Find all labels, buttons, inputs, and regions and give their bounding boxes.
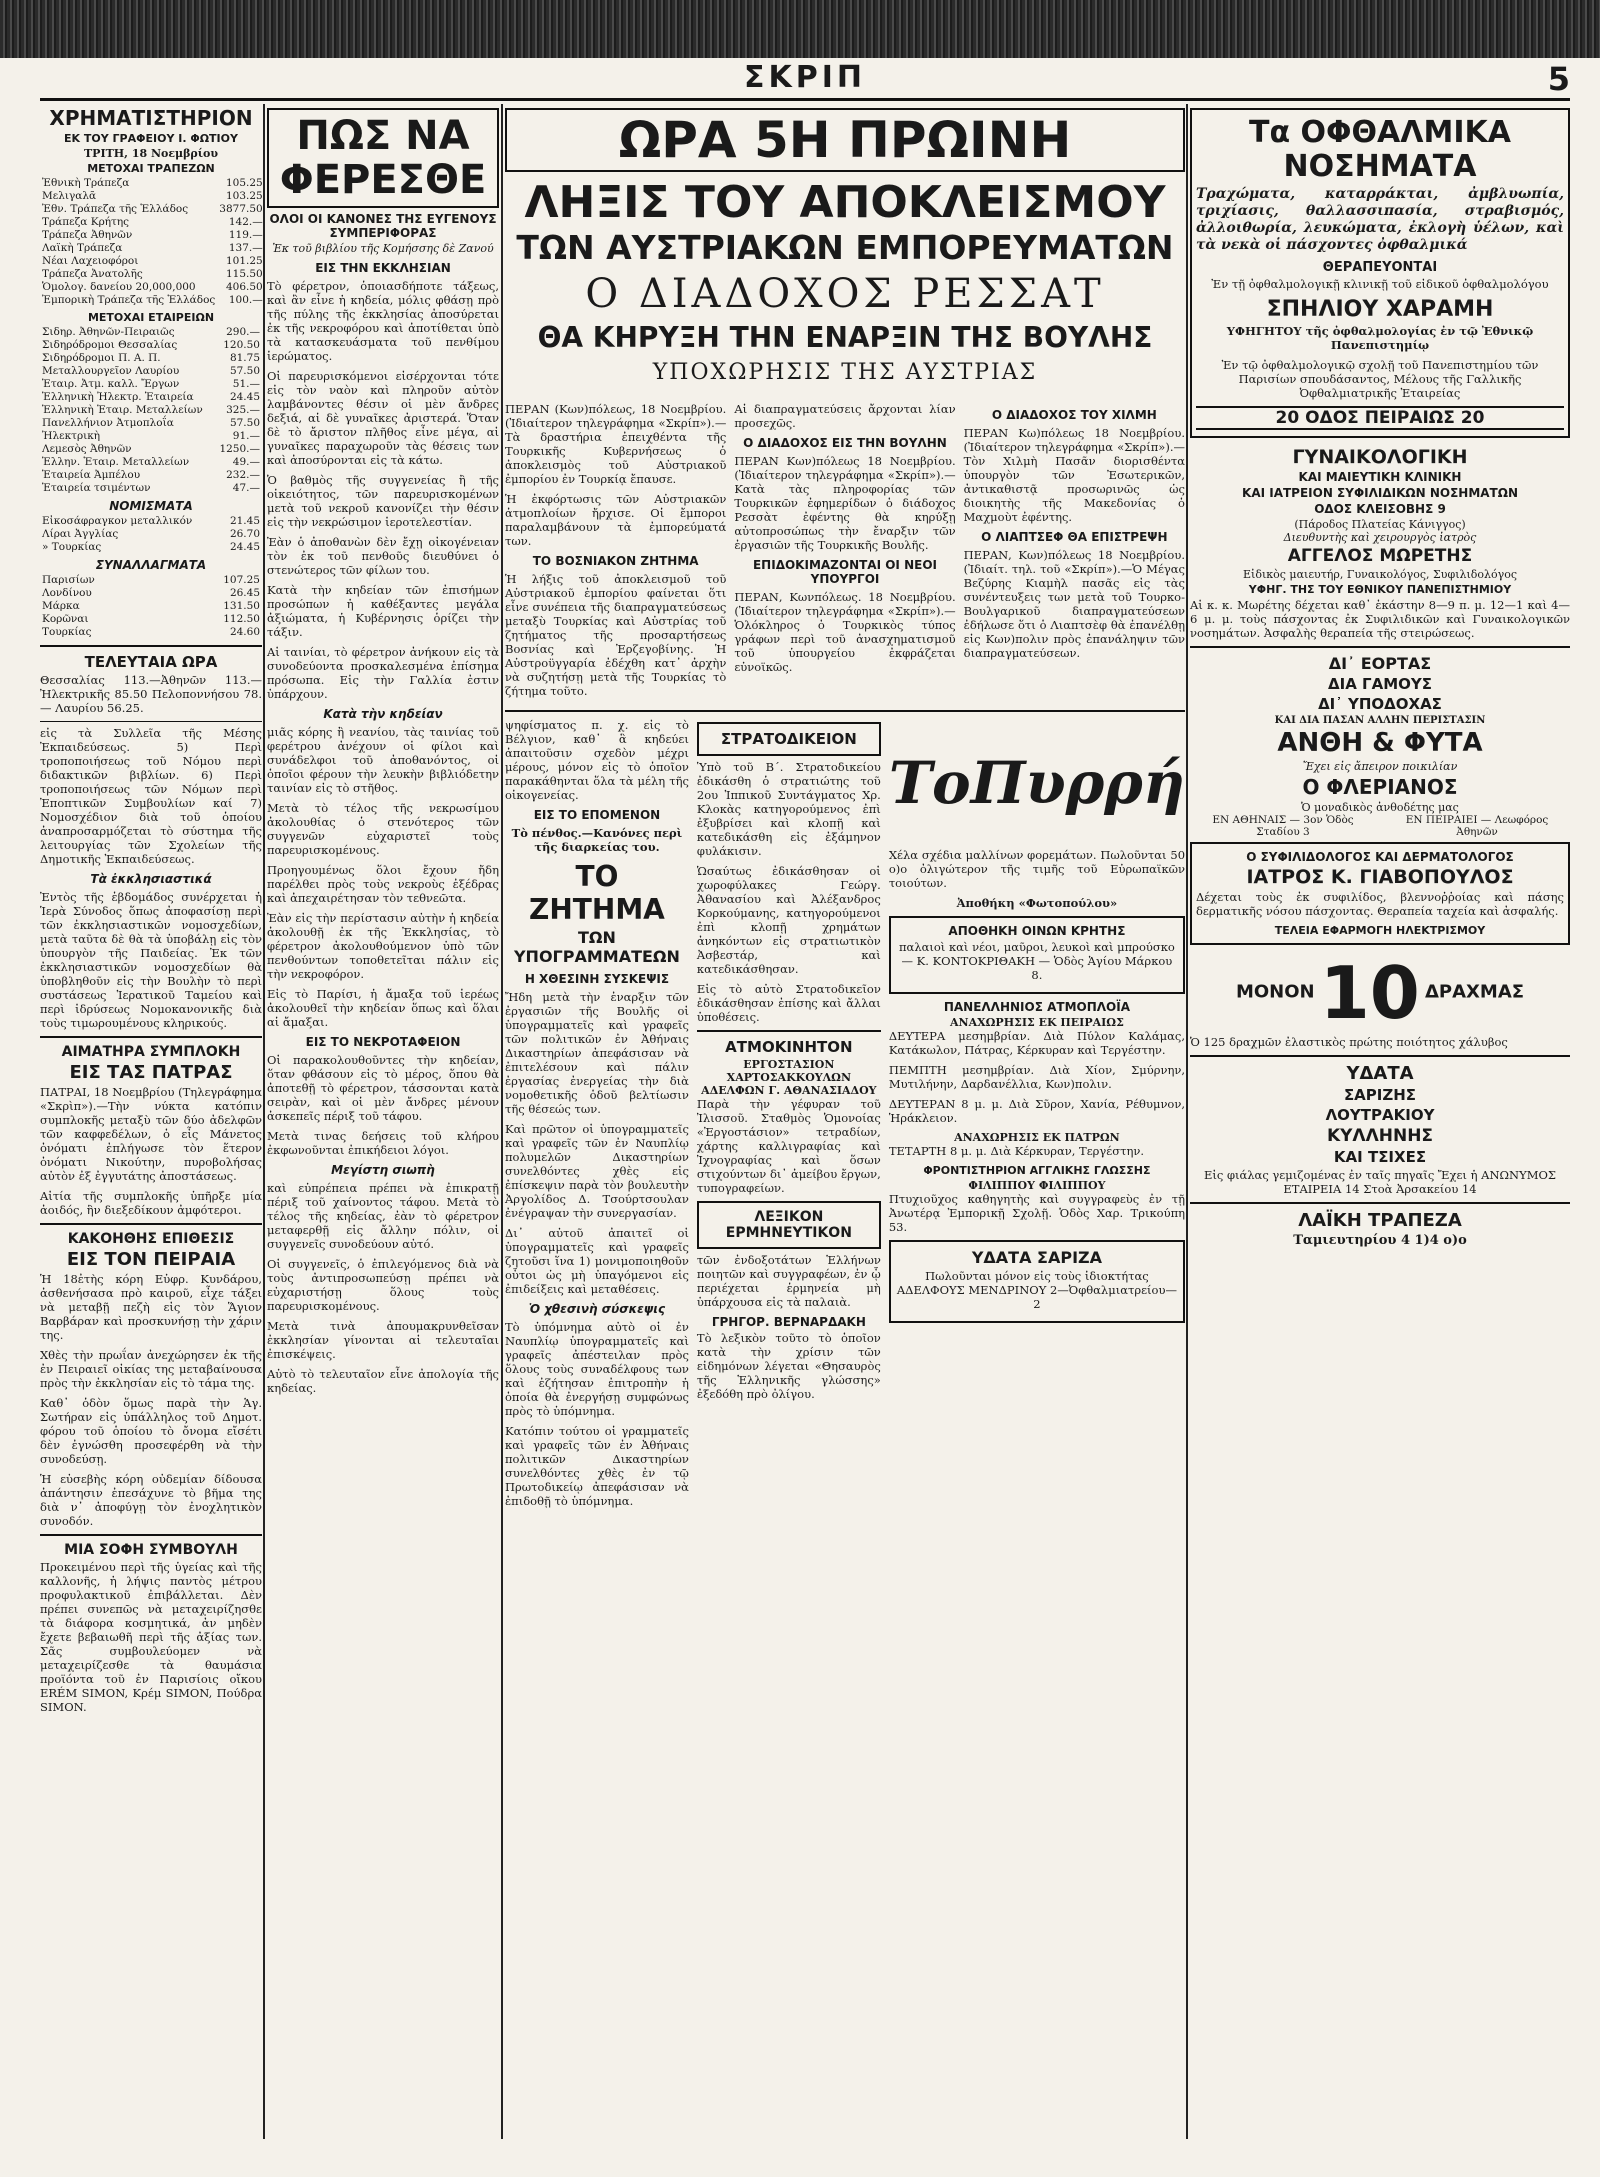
waters-text: Εἰς φιάλας γεμιζομένας ἐν ταῖς πηγαῖς Ἔχει ἡ ΑΝΩΝΥΜΟΣ ΕΤΑΙΡΕΙΑ 14 Στοὰ Ἀρσακείου 14 — [1203, 1168, 1557, 1196]
rate-row — [40, 482, 262, 495]
last-hour-more: εἰς τὰ Συλλεῖα τῆς Μέσης Ἐκπαιδεύσεως. 5) Περὶ τροποποιήσεως τοῦ Νόμου περὶ διδακτικῶν βιβλίων. 6) Περὶ τροποποιήσεως τῶν Νόμων περὶ Ἐποπτικῶν Συμβουλίων καί 7) Νομοσχέδιον διὰ τοῦ ὁποίου ἀναπροσαρμόζεται τὸ σύστημα τῆς λειτουργίας τῶν Σχολείων τῆς Δημοτικῆς Ἐκπαιδεύσεως. — [40, 726, 262, 866]
news-a5: ΠΕΡΑΝ Κων)πόλεως 18 Νοεμβρίου. (Ἰδιαίτερον τηλεγράφημα «Σκρίπ»).—Κατὰ τὰς πληροφορίας τῶν Τουρκικῶν ἐφημερίδων ὁ διάδοχος Ρεσσὰτ ἐφέντης θὰ κηρύξῃ αὐτοπροσώπως τὴν ἔναρξιν τῶν ἐργασιῶν τῆς Τουρκικῆς Βουλῆς. — [734, 454, 956, 552]
rate-row — [40, 469, 262, 482]
church-heading: Τὰ ἐκκλησιαστικά — [90, 872, 212, 886]
price-pre: ΜΟΝΟΝ — [1235, 981, 1315, 1003]
rate-name: Μεταλλουργεῖον Λαυρίου — [42, 365, 180, 377]
news-a8: ΠΕΡΑΝ, Κων)πόλεως 18 Νοεμβρίου. (Ἰδιαίτ. τηλ. τοῦ «Σκρίπ»).—Ὁ Μέγας Βεζύρης Κιαμὴλ πασᾶς εἰς τὰς συνέντευξεις των μετὰ τοῦ Τουρκο-Βουλγαρικοῦ διαπραγματεύσεων ἐδήλωσε ὅτι ὁ Λιαπτσὲφ θὰ ἐπανέλθῃ εἰς Κων)πολιν πρὸς ἐπανάληψιν τῶν διαπραγματεύσεων. — [963, 548, 1185, 660]
rate-value: 120.50 — [223, 339, 260, 351]
rate-name: Ἐμπορικὴ Τράπεζα τῆς Ἑλλάδος — [42, 294, 216, 306]
rate-row — [40, 528, 262, 541]
rate-row — [40, 378, 262, 391]
rate-row — [40, 339, 262, 352]
derm-ad — [1190, 842, 1570, 945]
rate-value: 137.— — [228, 242, 263, 254]
news-a3: Ἡ λήξις τοῦ ἀποκλεισμοῦ τοῦ Αὐστριακοῦ ἐμπορίου φαίνεται ὅτι εἶνε συνέπεια τῆς διαπραγματεύσεως μεταξὺ Τουρκίας καὶ Αὐστρίας τοῦ ζητήματος τῆς προσαρτήσεως Βοσνίας καὶ Ἐρζεγοβίνης. Ἡ Αὐστροϋγγαρία ἐδέχθη κατ᾽ ἀρχὴν νὰ συζητήσῃ μετὰ τῆς Τουρκίας τὸ ζήτημα τοῦτο. — [505, 572, 727, 698]
rate-name: Σιδηρ. Ἀθηνῶν-Πειραιῶς — [42, 326, 175, 338]
rate-value: 131.50 — [223, 600, 260, 612]
florist-shops — [1190, 814, 1570, 838]
shipping-heading: ΠΑΝΕΛΛΗΝΙΟΣ ΑΤΜΟΠΛΟΪΑ — [943, 1000, 1130, 1014]
rate-value: 103.25 — [225, 190, 263, 202]
court-c2: Ὡσαύτως ἐδικάσθησαν οἱ χωροφύλακες Γεώργ. Ἀθανασίου καὶ Ἀλέξανδρος Κορκούμανης, κατηγορούμενοι ἐπὶ κλοπῇ χρημάτων ἀνηκόντων εἰς στρατιωτικὸν Ἀσβεστάρ, καὶ κατεδικάσθησαν. — [696, 864, 881, 976]
rate-value: 51.— — [232, 378, 260, 390]
rate-name: Λαϊκὴ Τράπεζα — [42, 242, 123, 254]
etiquette-p10: Ἐὰν εἰς τὴν περίστασιν αὐτὴν ἡ κηδεία ἀκολουθῇ ἐκ τῆς Ἐκκλησίας, τὸ φέρετρον ἀκολουθούμενον ὑπὸ τῶν πενθούντων τοποθετεῖται πάλιν εἰς τὴν νεκροφόρον. — [267, 911, 499, 981]
news-b6: Τὸ ὑπόμνημα αὐτὸ οἱ ἐν Ναυπλίῳ ὑπογραμματεῖς καὶ γραφεῖς ἀπέστειλαν πρὸς ὅλους τοὺς συναδέλφους των καὶ ἐζήτησαν ἐπιτροπὴν ἡ ὁποία θὰ ἐνεργήσῃ συμφώνως πρὸς τὸ ὑπόμνημα. — [505, 1320, 689, 1418]
school-text: Πτυχιοῦχος καθηγητὴς καὶ συγγραφεὺς ἐν τῇ Ἀνωτέρᾳ Ἐμπορικῇ Σχολῇ. Ὁδὸς Χαρ. Τρικούπη 53. — [888, 1192, 1186, 1234]
rate-name: Εἰκοσάφραγκον μεταλλικόν — [42, 515, 193, 527]
shipping-d6: ΔΕΥΤΕΡΑΝ 8 μ. μ. Διὰ Σῦρον, Χανία, Ρέθυμνον, Ἡράκλειον. — [888, 1097, 1186, 1125]
banner-box — [505, 108, 1185, 172]
rate-row — [40, 177, 265, 190]
etiquette-title-box — [267, 108, 499, 208]
derm-doctor: ΙΑΤΡΟΣ Κ. ΓΙΑΒΟΠΟΥΛΟΣ — [1246, 866, 1514, 888]
exchange-heading: ΣΥΝΑΛΛΑΓΜΑΤΑ — [95, 558, 207, 572]
column-rule — [1186, 104, 1188, 2139]
attack-subtitle: ΕΙΣ ΤΟΝ ΠΕΙΡΑΙΑ — [66, 1249, 236, 1270]
rate-row — [40, 281, 265, 294]
florist-sub: Ὁ μοναδικὸς ἀνθοδέτης μας — [1301, 801, 1459, 814]
rate-value: 232.— — [226, 469, 260, 481]
rate-value: 47.— — [232, 482, 260, 494]
brand-text: Χέλα σχέδια μαλλίνων φορεμάτων. Πωλοῦνται 50 ο)ο ὀλιγώτερον τῆς τιμῆς τοῦ Εὐρωπαϊκῶν τοιούτων. — [888, 848, 1186, 890]
newspaper-name: ΣΚΡΙΠ — [744, 60, 866, 95]
wine-box — [889, 916, 1185, 994]
next-heading: ΕΙΣ ΤΟ ΕΠΟΜΕΝΟΝ — [533, 808, 661, 822]
headline-4: ΘΑ ΚΗΡΥΞΗ ΤΗΝ ΕΝΑΡΞΙΝ ΤΗΣ ΒΟΥΛΗΣ — [537, 321, 1153, 354]
rate-row — [40, 352, 262, 365]
rate-name: Λεμεσὸς Ἀθηνῶν — [42, 443, 132, 455]
steam-heading: ΑΤΜΟΚΙΝΗΤΟΝ — [725, 1038, 853, 1056]
rate-row — [40, 613, 262, 626]
price-number: 10 — [1319, 951, 1420, 1035]
eye-place: Ἐν τῇ ὀφθαλμολογικῇ κλινικῇ τοῦ εἰδικοῦ ὀφθαλμολόγου — [1211, 277, 1549, 291]
water-ad-box — [889, 1240, 1185, 1323]
rate-name: Μάρκα — [42, 600, 80, 612]
attack-title: ΚΑΚΟΗΘΗΣ ΕΠΙΘΕΣΙΣ — [67, 1231, 235, 1247]
page-number: 5 — [1547, 60, 1570, 98]
derm-title: Ο ΣΥΦΙΛΙΔΟΛΟΓΟΣ ΚΑΙ ΔΕΡΜΑΤΟΛΟΓΟΣ — [1246, 850, 1514, 864]
rate-value: 115.50 — [225, 268, 263, 280]
court-c3: Εἰς τὸ αὐτὸ Στρατοδικεῖον ἐδικάσθησαν ἐπίσης καὶ ἄλλαι ὑποθέσεις. — [696, 982, 881, 1024]
rate-value: 24.45 — [229, 541, 260, 553]
rate-value: 290.— — [226, 326, 260, 338]
waters-title: ΥΔΑΤΑ — [1346, 1063, 1414, 1084]
receptions-heading: ΔΙ᾽ ΥΠΟΔΟΧΑΣ — [1318, 695, 1442, 713]
rate-row — [40, 430, 262, 443]
meeting-heading: Η ΧΘΕΣΙΝΗ ΣΥΣΚΕΨΙΣ — [524, 972, 670, 986]
next-text: Τὸ πένθος.—Κανόνες περὶ τῆς διαρκείας του. — [511, 826, 683, 854]
etiquette-p15: Οἱ συγγενεῖς, ὁ ἐπιλεγόμενος διὰ νὰ τοὺς ἀντιπροσωπεύσῃ πρέπει νὰ εὐχαριστήσῃ ὅλους τοὺς παρευρισκομένους. — [267, 1257, 499, 1313]
rate-name: Ἑλληνικὴ Ἠλεκτρ. Ἑταιρεία — [42, 391, 194, 403]
coins-heading: ΝΟΜΙΣΜΑΤΑ — [109, 499, 193, 513]
rate-name: » Τουρκίας — [42, 541, 102, 553]
cemetery-heading: ΕΙΣ ΤΟ ΝΕΚΡΟΤΑΦΕΙΟΝ — [305, 1035, 461, 1049]
attack-text-4: Ἡ εὐσεβὴς κόρη οὐδεμίαν δίδουσα ἀπάντησιν ἐπεσάχυνε τὸ βῆμα της διὰ ν᾽ ἀποφύγῃ τὸν ἐνοχλητικὸν συνοδόν. — [40, 1472, 262, 1528]
rate-row — [40, 365, 262, 378]
funeral-heading: Κατὰ τὴν κηδείαν — [323, 707, 443, 721]
rate-name: Παρισίων — [42, 574, 95, 586]
price-ad — [1190, 951, 1570, 1035]
florist-name: Ο ΦΛΕΡΙΑΝΟΣ — [1302, 775, 1458, 799]
etiquette-p16: Μετὰ τινὰ ἀπουμακρυνθεῖσαν ἐκκλησίαν γίνονται αἱ τελευταῖαι ἐπισκέψεις. — [267, 1319, 499, 1361]
price-text: Ὁ 125 δραχμῶν ἐλαστικὸς πρώτης ποιότητος χάλυβος — [1190, 1035, 1508, 1049]
brand-store: Ἀποθήκη «Φωτοπούλου» — [956, 896, 1118, 910]
news-b3: Καὶ πρῶτον οἱ ὑπογραμματεῖς καὶ γραφεῖς τῶν ἐν Ναυπλίῳ πολυμελῶν Δικαστηρίων συνελθόντες χθὲς εἰς ἐπίσκεψιν παρὰ τὸν βουλευτὴν Ἀργολίδος Δ. Τσούρτσουλαν ἐνέγραψαν τὴν συνεργασίαν. — [505, 1122, 689, 1220]
waters-l1: ΣΑΡΙΖΗΣ — [1343, 1086, 1417, 1104]
gyn-subtitle-2: ΚΑΙ ΙΑΤΡΕΙΟΝ ΣΥΦΙΛΙΔΙΚΩΝ ΝΟΣΗΜΑΤΩΝ — [1242, 486, 1518, 500]
ministers-heading: ΕΠΙΔΟΚΙΜΑΖΟΝΤΑΙ ΟΙ ΝΕΟΙ ΥΠΟΥΡΓΟΙ — [752, 558, 937, 586]
school-heading: ΦΡΟΝΤΙΣΤΗΡΙΟΝ ΑΓΓΛΙΚΗΣ ΓΛΩΣΣΗΣ — [923, 1164, 1151, 1177]
issue-title: ΤΟ ΖΗΤΗΜΑ — [529, 860, 665, 926]
rate-row — [40, 587, 262, 600]
rate-name: Πανελλήνιον Ἀτμοπλοΐα — [42, 417, 174, 429]
waters-l3: ΚΥΛΛΗΝΗΣ — [1326, 1126, 1434, 1146]
eye-doctor: ΣΠΗΛΙΟΥ ΧΑΡΑΜΗ — [1266, 297, 1494, 322]
attack-text-2: Χθὲς τὴν πρωΐαν ἀνεχώρησεν ἐκ τῆς ἐν Πειραιεῖ οἰκίας της μεταβαίνουσα πρὸς τὴν ἐκκλησίαν εἰς τὸ τάμα της. — [40, 1348, 262, 1390]
rate-name: Μελιγαλᾶ — [42, 190, 97, 202]
last-hour-title: ΤΕΛΕΥΤΑΙΑ ΩΡΑ — [84, 653, 218, 671]
etiquette-p8: Μετὰ τὸ τέλος τῆς νεκρωσίμου ἀκολουθίας ὁ στενότερος τῶν συγγενῶν εὐχαριστεῖ τοὺς παρευρισκομένους. — [267, 801, 499, 857]
rate-value: 24.45 — [229, 391, 260, 403]
gyn-title: ΓΥΝΑΙΚΟΛΟΓΙΚΗ — [1292, 446, 1468, 468]
news-b5: Ὁ χθεσινὴ σύσκεψις — [528, 1302, 666, 1316]
rate-row — [40, 391, 262, 404]
gyn-subtitle: ΚΑΙ ΜΑΙΕΥΤΙΚΗ ΚΛΙΝΙΚΗ — [1298, 470, 1462, 484]
rate-value: 21.45 — [229, 515, 260, 527]
rate-name: Τουρκίας — [42, 626, 92, 638]
news-b1: ψηφίσματος π. χ. εἰς τὸ Βέλγιον, καθ᾽ ἃ κηδεύει ἀπαιτοῦσιν σχεδὸν μέχρι μέρους, μόνον εἰς τὸ ὁποῖον παρακάθηνται ὅλα τὰ μέλη τῆς οἰκογενείας. — [505, 718, 689, 802]
rate-row — [40, 456, 262, 469]
scan-edge-strip — [0, 0, 1600, 58]
rate-value: 26.45 — [229, 587, 260, 599]
lexicon-text: τῶν ἐνδοξοτάτων Ἑλλήνων ποιητῶν καὶ συγγραφέων, ἐν ᾧ περιέχεται ἑρμηνεία μὴ ὑπάρχουσα εἰς τὰ παλαιὰ. — [696, 1253, 881, 1309]
eye-doctor-more: Ἐν τῷ ὀφθαλμολογικῷ σχολῇ τοῦ Πανεπιστημίου τῶν Παρισίων σπουδάσαντος, Μέλους τῆς Γαλλικῆς Ὀφθαλμιατρικῆς Ἑταιρείας — [1221, 358, 1539, 400]
news-b7: Κατόπιν τούτου οἱ γραμματεῖς καὶ γραφεῖς τῶν ἐν Ἀθήναις πολιτικῶν Δικαστηρίων συνελθόντες χθὲς ἐν τῷ Πρωτοδικείῳ ἀπεφάσισαν νὰ ἐπιδοθῇ τὸ ὑπόμνημα. — [505, 1424, 689, 1508]
issue-subtitle: ΤΩΝ ΥΠΟΓΡΑΜΜΑΤΕΩΝ — [513, 928, 680, 966]
lexicon-box — [697, 1201, 881, 1249]
attack-text-3: Καθ᾽ ὁδὸν ὅμως παρὰ τὴν Ἁγ. Σωτήραν εἰς ὑπάλληλος τοῦ Δημοτ. φόρου τοῦ ὁποίου τὸ ὄνομα εἴσέτι δὲν ἐγνώσθη προσεφέρθη νὰ τὴν συνοδεύσῃ. — [40, 1396, 262, 1466]
hilmi-heading: Ο ΔΙΑΔΟΧΟΣ ΤΟΥ ΧΙΛΜΗ — [991, 408, 1157, 422]
rate-row — [40, 626, 262, 639]
rate-value: 91.— — [232, 430, 260, 442]
rate-row — [40, 443, 262, 456]
headline-3: Ο ΔΙΑΔΟΧΟΣ ΡΕΣΣΑΤ — [585, 271, 1105, 317]
rate-row — [40, 404, 262, 417]
shipping-d5: ΠΕΜΠΤΗ μεσημβρίαν. Διὰ Χίον, Σμύρνην, Μυτιλήνην, Δαρδανέλλια, Κων)πολιν. — [888, 1063, 1186, 1091]
shop-athens: ΕΝ ΑΘΗΝΑΙΣ — 3ον Ὁδὸς Σταδίου 3 — [1212, 814, 1354, 838]
headline-5: ΥΠΟΧΩΡΗΣΙΣ ΤΗΣ ΑΥΣΤΡΙΑΣ — [652, 360, 1038, 385]
etiquette-p1: Τὸ φέρετρον, ὁποιασδήποτε τάξεως, καὶ ἂν εἶνε ἡ κηδεία, μόλις φθάσῃ πρὸ τῆς πύλης τῆς ἐκκλησίας ἀποσύρεται ἐκ τῆς νεκροφόρου καὶ ἀποτίθεται ὑπὸ τὰ κατασκευάσματα τοῦ πενθίμου ἱερώματος. — [267, 279, 499, 363]
waters-l4: ΚΑΙ ΤΣΙΧΕΣ — [1333, 1148, 1427, 1166]
brand-logo: ΤοΠυρρή — [888, 749, 1186, 817]
clash-text-2: Αἰτία τῆς συμπλοκῆς ὑπῆρξε μία ἀοιδός, ἣν διεξεδίκουν ἀμφότεροι. — [40, 1189, 262, 1217]
attack-text: Ἡ 18ἐτὴς κόρη Εὐφρ. Κυνδάρου, ἀσθενήσασα πρὸ καιροῦ, εἶχε τάξει νὰ μεταβῇ πεζὴ εἰς τὸν Ἅγιον Βαρβάραν καὶ προσκυνήσῃ τὴν χάριν της. — [40, 1272, 262, 1342]
derm-note: ΤΕΛΕΙΑ ΕΦΑΡΜΟΓΗ ΗΛΕΚΤΡΙΣΜΟΥ — [1274, 924, 1486, 937]
wine-heading: ΑΠΟΘΗΚΗ ΟΙΝΩΝ ΚΡΗΤΗΣ — [948, 924, 1126, 938]
eye-title: Τα ΟΦΘΑΛΜΙΚΑ ΝΟΣΗΜΑΤΑ — [1249, 115, 1511, 184]
gyn-post: ΥΦΗΓ. ΤΗΣ ΤΟΥ ΕΘΝΙΚΟΥ ΠΑΝΕΠΙΣΤΗΜΙΟΥ — [1248, 583, 1512, 596]
court-c1: Ὑπὸ τοῦ Β΄. Στρατοδικείου ἐδικάσθη ὁ στρατιώτης τοῦ 2ου Ἱππικοῦ Συντάγματος Χρ. Κλοκὰς κατηγορούμενος ἐπὶ ἐξυβρίσει καὶ κλοπῇ καὶ κατεδικάσθη εἰς ἐξάμηνον φυλάκισιν. — [696, 760, 881, 858]
rate-row — [40, 574, 262, 587]
church-section-heading: ΕΙΣ ΤΗΝ ΕΚΚΛΗΣΙΑΝ — [315, 261, 451, 275]
rate-name: Ἐθν. Τράπεζα τῆς Ἑλλάδος — [42, 203, 189, 215]
rate-name: Ἑταιρεία τσιμέντων — [42, 482, 151, 494]
etiquette-title: ΠΩΣ ΝΑ ΦΕΡΕΣΘΕ — [279, 113, 487, 203]
eye-text: Τραχώματα, καταρράκται, ἀμβλυωπία, τριχίασις, θαλλασσιπασία, στραβισμός, ἀλλοιθωρία, λευκώματα, ἐκλογὴ ὑέλων, καὶ τὰ νεκὰ οἱ πάσχοντες ὀφθαλμικά — [1196, 186, 1564, 253]
companies-table — [40, 326, 262, 495]
patras-subtitle: ΑΝΑΧΩΡΗΣΙΣ ΕΚ ΠΑΤΡΩΝ — [954, 1131, 1120, 1144]
rate-value: 49.— — [232, 456, 260, 468]
shipping-d7: ΤΕΤΑΡΤΗ 8 μ. μ. Διὰ Κέρκυραν, Τεργέστην. — [888, 1144, 1145, 1158]
eye-doctor-sub: ΥΦΗΓΗΤΟΥ τῆς ὀφθαλμολογίας ἐν τῷ Ἐθνικῷ Πανεπιστημίῳ — [1226, 324, 1534, 352]
waters-l2: ΛΟΥΤΡΑΚΙΟΥ — [1325, 1106, 1435, 1124]
rate-name: Νέαι Λαχειοφόροι — [42, 255, 139, 267]
rate-value: 3877.50 — [219, 203, 263, 215]
rate-value: 112.50 — [223, 613, 260, 625]
flowers-sub: Ἔχει εἰς ἄπειρον ποικιλίαν — [1302, 760, 1458, 773]
rate-name: Κορῶναι — [42, 613, 89, 625]
news-a2: Ἡ ἐκφόρτωσις τῶν Αὐστριακῶν ἀτμοπλοίων ἤρχισε. Οἱ ἔμποροι παραλαμβάνουν τὰ ἐμπορεύματά των. — [505, 492, 727, 548]
etiquette-p2: Οἱ παρευρισκόμενοι εἰσέρχονται τότε εἰς τὸν ναὸν καὶ πληροῦν αὐτὸν λαμβάνοντες θέσιν οἱ μὲν ἄνδρες δεξιά, αἱ δὲ γυναῖκες ἀριστερά. Ὅταν δὲ τὸ ἄριστον πλῆθος εἶνε μέγα, αἱ γυναῖκες παραχωροῦν τὰς θέσεις των καὶ ἀποσύρονται εἰς τὰ κάτω. — [267, 369, 499, 467]
silence-heading: Μεγίστη σιωπὴ — [331, 1163, 435, 1177]
column-2 — [267, 104, 499, 2139]
etiquette-p7: μιᾶς κόρης ἢ νεανίου, τὰς ταινίας τοῦ φερέτρου ἀνέχουν οἱ φίλοι καὶ συνάδελφοι τοῦ ἀποθανόντος, οἱ ὁποῖοι φέρουν τὴν λευκὴν βιβλιόδετην ταινίαν εἰς τὸ στῆθος. — [267, 725, 499, 795]
rate-row — [40, 541, 262, 554]
flowers-heading: ΑΝΘΗ & ΦΥΤΑ — [1277, 728, 1483, 758]
column-4 — [1190, 104, 1570, 2139]
banks-heading: ΜΕΤΟΧΑΙ ΤΡΑΠΕΖΩΝ — [87, 162, 215, 175]
rate-row — [40, 417, 262, 430]
eye-heal: ΘΕΡΑΠΕΥΟΝΤΑΙ — [1322, 260, 1438, 275]
news-b2: Ἤδη μετὰ τὴν ἐναρξιν τῶν ἐργασιῶν τῆς Βουλῆς οἱ ὑπογραμματεῖς καὶ γραφεῖς τῶν πολιτικῶν ἐν Ἀθήναις Δικαστηρίων ἀπεφάσισαν νὰ ἐπιτελέσουν καὶ πάλιν ἐργασίας ἐνεργείας τὴν διὰ νομοθετικῆς ὁδοῦ βελτίωσιν τῆς θέσεώς των. — [505, 990, 689, 1116]
rate-name: Ἑλλην. Ἑταιρ. Μεταλλείων — [42, 456, 190, 468]
court-heading: ΣΤΡΑΤΟΔΙΚΕΙΟΝ — [720, 730, 857, 748]
rate-value: 107.25 — [223, 574, 260, 586]
weddings-heading: ΔΙΑ ΓΑΜΟΥΣ — [1328, 675, 1432, 693]
gyn-director: Διευθυντὴς καὶ χειρουργὸς ἰατρὸς — [1283, 531, 1477, 544]
rate-name: Λίραι Ἀγγλίας — [42, 528, 119, 540]
etiquette-p5: Κατὰ τὴν κηδείαν τῶν ἐπισήμων προσώπων ἡ καθέξαντες μεγάλα ἀξιώματα, ἡ Κυβέρνησις ὁρίζει τὴν τάξιν. — [267, 583, 499, 639]
rate-row — [40, 229, 265, 242]
rate-row — [40, 255, 265, 268]
bourse-subtitle: ΕΚ ΤΟΥ ΓΡΑΦΕΙΟΥ Ι. ΦΩΤΙΟΥ — [64, 132, 238, 145]
lexicon-author: ΓΡΗΓΟΡ. ΒΕΡΝΑΡΔΑΚΗ — [711, 1315, 866, 1329]
rate-name: Ἠλεκτρικὴ — [42, 430, 101, 442]
rate-name: Ἑταιρεία Ἀμπέλου — [42, 469, 141, 481]
rate-row — [40, 600, 262, 613]
banks-table — [40, 177, 265, 307]
news-a1: ΠΕΡΑΝ (Κων)πόλεως, 18 Νοεμβρίου. (Ἰδιαίτερον τηλεγράφημα «Σκρίπ»).—Τὰ δραστήρια ἐπειχθέντα τῆς Τουρκικῆς Κυβερνήσεως ὁ ἀποκλεισμὸς τοῦ Αὐστριακοῦ ἐμπορίου ἐν Τουρκίᾳ ἔπαυσε. — [505, 402, 727, 486]
rate-name: Σιδηρόδρομοι Θεσσαλίας — [42, 339, 178, 351]
etiquette-p4: Ἐὰν ὁ ἀποθανὼν δὲν ἔχῃ οἰκογένειαν τὸν ἐκ τοῦ πενθοῦς διευθύνει ὁ στενώτερος τῶν φίλων του. — [267, 535, 499, 577]
gyn-text: Αἱ κ. κ. Μωρέτης δέχεται καθ᾽ ἑκάστην 8—9 π. μ. 12—1 καὶ 4—6 μ. μ. τοὺς πάσχοντας ἐκ Συφιλιδικῶν καὶ Γυναικολογικῶν νοσημάτων. Ἀσφαλὴς θεραπεία τῆς στειρώσεως. — [1190, 598, 1570, 640]
etiquette-p12: Οἱ παρακολουθοῦντες τὴν κηδείαν, ὅταν φθάσουν εἰς τὸ μέρος, ὅπου θὰ ἀποτεθῇ τὸ φέρετρον, τάσσονται κατὰ σειρὰν, καὶ οἱ μὲν ἄνδρες μένουν ἀσκεπεῖς πέριξ τοῦ τάφου. — [267, 1053, 499, 1123]
shop-piraeus: ΕΝ ΠΕΙΡΑΙΕΙ — Λεωφόρος Ἀθηνῶν — [1405, 814, 1549, 838]
news-columns — [505, 402, 1185, 704]
etiquette-p14: καὶ εὐπρέπεια πρέπει νὰ ἐπικρατῇ πέριξ τοῦ χαίνοντος τάφου. Μετὰ τὸ τέλος τῆς κηδείας, ἐὰν τὸ φέρετρον μεταφερθῇ εἰς ἄλλην πόλιν, οἱ συγγενεῖς συνοδεύουν αὐτό. — [267, 1181, 499, 1251]
column-rule — [263, 104, 265, 2139]
water-ad-heading: ΥΔΑΤΑ ΣΑΡΙΖΑ — [971, 1248, 1103, 1267]
etiquette-p3: Ὁ βαθμὸς τῆς συγγενείας ἢ τῆς οἰκειότητος, τῶν παρευρισκομένων μετὰ τοῦ νεκροῦ κανονίζει τὴν θέσιν εἰς τὴν νεκρώσιμον ἱεροτελεστίαν. — [267, 473, 499, 529]
rate-row — [40, 203, 265, 216]
bourse-date: ΤΡΙΤΗ, 18 Νοεμβρίου — [83, 147, 219, 160]
steam-subtitle: ΕΡΓΟΣΤΑΣΙΟΝ ΧΑΡΤΟΣΑΚΚΟΥΛΩΝ ΑΔΕΛΦΩΝ Γ. ΑΘΑΝΑΣΙΑΔΟΥ — [701, 1058, 877, 1097]
heir-heading: Ο ΔΙΑΔΟΧΟΣ ΕΙΣ ΤΗΝ ΒΟΥΛΗΝ — [743, 436, 947, 450]
rate-value: 406.50 — [225, 281, 263, 293]
rate-value: 81.75 — [229, 352, 260, 364]
bank-text: Ταμιευτηρίου 4 1)4 ο)ο — [1293, 1233, 1467, 1248]
banner-headline: ΩΡΑ 5Η ΠΡΩΙΝΗ — [618, 111, 1072, 169]
column-rule — [501, 104, 503, 2139]
headline-1: ΛΗΞΙΣ ΤΟΥ ΑΠΟΚΛΕΙΣΜΟΥ — [524, 177, 1166, 228]
eye-ad — [1190, 108, 1570, 438]
rate-row — [40, 515, 262, 528]
derm-text: Δέχεται τοὺς ἐκ συφιλίδος, βλεννοῤῥοίας καὶ πάσης δερματικῆς νόσου πάσχοντας. Θεραπεία ταχεία καὶ ἀσφαλής. — [1196, 890, 1564, 918]
etiquette-p17: Αὐτὸ τὸ τελευταῖον εἶνε ἀπολογία τῆς κηδείας. — [267, 1367, 499, 1395]
rate-name: Λονδίνου — [42, 587, 92, 599]
masthead — [40, 58, 1570, 101]
rate-value: 101.25 — [225, 255, 263, 267]
rate-row — [40, 216, 265, 229]
lower-columns — [505, 718, 1185, 1514]
rate-name: Τράπεζα Ἀνατολῆς — [42, 268, 143, 280]
last-hour-text: Θεσσαλίας 113.—Ἀθηνῶν 113.— Ἠλεκτρικῆς 85.50 Πελοποννήσου 78.— Λαυρίου 56.25. — [40, 673, 262, 715]
etiquette-p13: Μετὰ τινας δεήσεις τοῦ κλήρου ἐκφωνοῦνται ἐπικήδειοι λόγοι. — [267, 1129, 499, 1157]
rate-value: 1250.— — [219, 443, 260, 455]
rate-row — [40, 242, 265, 255]
rate-value: 100.— — [228, 294, 263, 306]
lexicon-heading: ΛΕΞΙΚΟΝ ΕΡΜΗΝΕΥΤΙΚΟΝ — [725, 1209, 852, 1241]
eye-address: 20 ΟΔΟΣ ΠΕΙΡΑΙΩΣ 20 — [1196, 406, 1564, 430]
rate-name: Ἑταιρ. Ἀτμ. καλλ. Ἔργων — [42, 378, 180, 390]
etiquette-p6: Αἱ ταινίαι, τὸ φέρετρον ἀνήκουν εἰς τὰ συνοδεύοντα προσκαλεσμένα ἐπίσημα πρόσωπα. Εἰς τὴν Γαλλία ἐστιν ὑπάρχουν. — [267, 645, 499, 701]
steam-text: Παρὰ τὴν γέφυραν τοῦ Ἰλισσοῦ. Σταθμὸς Ὁμονοίας «Ἐργοστάσιον» τετραδίων, χάρτης καλλιγραφίας καὶ Ἰχνογραφίας καὶ ὅσων στιχούντων δι᾽ ἀμείβου ἔργων, τυπογραφείων. — [696, 1097, 881, 1195]
bosnia-heading: ΤΟ ΒΟΣΝΙΑΚΟΝ ΖΗΤΗΜΑ — [532, 554, 699, 568]
rate-value: 119.— — [228, 229, 263, 241]
news-b4: Δι᾽ αὐτοῦ ἀπαιτεῖ οἱ ὑπογραμματεῖς καὶ γραφεῖς ζητοῦσι ἵνα 1) μονιμοποιηθοῦν οὗτοι ὡς μὴ ὑπαγόμενοι εἰς ἐπιδείξεις καὶ μεταθέσεις. — [505, 1226, 689, 1296]
news-a6: ΠΕΡΑΝ, Κωνπόλεως. 18 Νοεμβρίου. (Ἰδιαίτερον τηλεγράφημα «Σκρίπ»).—Ὁλόκληρος ὁ Τουρκικὸς τύπος γράφων περὶ τοῦ ἀνασχηματισμοῦ τοῦ ὑπουργείου ἐκφράζεται εὐνοϊκῶς. — [734, 590, 956, 674]
rate-name: Σιδηρόδρομοι Π. Α. Π. — [42, 352, 161, 364]
rate-name: Τράπεζα Κρήτης — [42, 216, 130, 228]
gyn-specialty: Εἰδικὸς μαιευτήρ, Γυναικολόγος, Συφιλιδολόγος — [1243, 568, 1517, 581]
bank-title: ΛΑΪΚΗ ΤΡΑΠΕΖΑ — [1298, 1210, 1462, 1231]
clash-title: ΑΙΜΑΤΗΡΑ ΣΥΜΠΛΟΚΗ — [61, 1044, 241, 1060]
gyn-doctor: ΑΓΓΕΛΟΣ ΜΩΡΕΤΗΣ — [1287, 546, 1473, 566]
church-text: Ἐντὸς τῆς ἑβδομάδος συνέρχεται ἡ Ἱερὰ Σύνοδος ὅπως ἀποφασίσῃ περὶ τῶν ἐκκλησιαστικῶν νομοσχεδίων, μετὰ ταῦτα δὲ θὰ τὰ ὑποβάλῃ εἰς τὸν ὑπουργὸν τῆς Παιδείας. Ἐκ τῶν ἐκκλησιαστικῶν νομοσχεδίων θὰ ὑποβληθοῦν εἰς τὴν Βουλὴν τὸ περὶ συστάσεως Ἱερατικοῦ Ταμείου καὶ περὶ ἱδρύσεως Νομοκανονικῆς διὰ τοὺς τιμωρουμένους κληρικούς. — [40, 890, 262, 1030]
rate-row — [40, 294, 265, 307]
headline-2: ΤΩΝ ΑΥΣΤΡΙΑΚΩΝ ΕΜΠΟΡΕΥΜΑΤΩΝ — [516, 228, 1174, 267]
advice-text: Προκειμένου περὶ τῆς ὑγείας καὶ τῆς καλλονῆς, ἡ λήψις παντὸς μέτρου προφυλακτικοῦ ἐπιβάλλεται. Δὲν πρέπει συνεπῶς νὰ μεταχειρίζησθε τὰ διάφορα κοσμητικά, ἀν μηδὲν ἔχετε βεβαιωθῆ περὶ τῆς ἀξίας των. Σᾶς συμβουλεύομεν νὰ μεταχειρίζεσθε τὰ θαυμάσια προϊόντα τοῦ ἐν Παρισίοις οἴκου ERÉM SIMON, Κρέμ SIMON, Πούδρα SIMON. — [40, 1560, 262, 1714]
rate-value: 325.— — [226, 404, 260, 416]
holidays-heading: ΔΙ᾽ ΕΟΡΤΑΣ — [1328, 654, 1432, 673]
liapsef-heading: Ο ΛΙΑΠΤΣΕΦ ΘΑ ΕΠΙΣΤΡΕΨΗ — [981, 530, 1168, 544]
etiquette-p11: Εἰς τὸ Παρίσι, ἡ ἄμαξα τοῦ ἱερέως ἀκολουθεῖ τὴν κηδείαν ὅπως καὶ ὅλαι αἱ ἄμαξαι. — [267, 987, 499, 1029]
bourse-title: ΧΡΗΜΑΤΙΣΤΗΡΙΟΝ — [49, 106, 253, 130]
exchange-table — [40, 574, 262, 639]
rate-value: 105.25 — [225, 177, 263, 189]
court-box — [697, 722, 881, 756]
rate-row — [40, 326, 262, 339]
news-a7: ΠΕΡΑΝ Κω)πόλεως 18 Νοεμβρίου. (Ἰδιαίτερον τηλεγράφημα «Σκρίπ»).—Τὸν Χιλμὴ Πασᾶν διορισθέντα ὑπουργὸν τῶν Ἐσωτερικῶν, ἀντικαθιστᾷ προσωρινῶς ὡς διοικητὴς τῆς Μακεδονίας ὁ Μαχμοὺτ ἐφέντης. — [963, 426, 1185, 524]
rate-value: 24.60 — [229, 626, 260, 638]
etiquette-p9: Προηγουμένως ὅλοι ἔχουν ἤδη παρέλθει πρὸς τοὺς νεκροὺς ἐξέδρας καὶ ἀπεχαιρέτησαν τὸν τεθνεῶτα. — [267, 863, 499, 905]
rate-name: Ἑλληνικὴ Ἑταιρ. Μεταλλείων — [42, 404, 203, 416]
rate-value: 57.50 — [229, 365, 260, 377]
gyn-address-2: (Πάροδος Πλατείας Κάνιγγος) — [1294, 518, 1466, 531]
occasions-text: ΚΑΙ ΔΙΑ ΠΑΣΑΝ ΑΛΛΗΝ ΠΕΡΙΣΤΑΣΙΝ — [1274, 715, 1486, 726]
clash-text: ΠΑΤΡΑΙ, 18 Νοεμβρίου (Τηλεγράφημα «Σκρὶπ»).—Τὴν νύκτα κατόπιν συμπλοκῆς μεταξὺ τῶν δύο ἀδελφῶν τῶν καφφεδέλων, ὁ εἷς Μάνετος ὀνόματι ἐπλήγωσε τὸν ἕτερον ὀνόματι Νικούτην, πυροβολήσας αὐτὸν ἐξ ἐγγυτάτης ἀποστάσεως. — [40, 1085, 262, 1183]
rate-value: 26.70 — [229, 528, 260, 540]
rate-row — [40, 190, 265, 203]
lexicon-text-2: Τὸ λεξικὸν τοῦτο τὸ ὁποῖον κατὰ τὴν χρίσιν τῶν εἰδημόνων λέγεται «Θησαυρὸς τῆς Ἑλληνικῆς γλώσσης» ἐξεδόθη πρὸ ὀλίγου. — [696, 1331, 881, 1401]
school-subtitle: ΦΙΛΙΠΠΟΥ ΦΙΛΙΠΠΟΥ — [968, 1179, 1106, 1192]
wine-text: παλαιοὶ καὶ νέοι, μαῦροι, λευκοὶ καὶ μπρούσκο — Κ. ΚΟΝΤΟΚΡΙΘΑΚΗ — Ὁδὸς Ἁγίου Μάρκου 8. — [899, 940, 1175, 982]
rules-heading: ΟΛΟΙ ΟΙ ΚΑΝΟΝΕΣ ΤΗΣ ΕΥΓΕΝΟΥΣ ΣΥΜΠΕΡΙΦΟΡΑΣ — [269, 212, 497, 240]
rate-name: Ἐθνικὴ Τράπεζα — [42, 177, 130, 189]
rules-source: Ἐκ τοῦ βιβλίου τῆς Κομήσσης δὲ Ζανού — [272, 242, 494, 255]
news-a4: Αἱ διαπραγματεύσεις ἄρχονται λίαν προσεχῶς. — [734, 402, 956, 430]
advice-title: ΜΙΑ ΣΟΦΗ ΣΥΜΒΟΥΛΗ — [64, 1542, 238, 1558]
gyn-address: ΟΔΟΣ ΚΛΕΙΣΟΒΗΣ 9 — [1314, 502, 1446, 516]
rate-name: Ὁμολογ. δανείου 20,000,000 — [42, 281, 196, 293]
shipping-d4: ΔΕΥΤΕΡΑ μεσημβρίαν. Διὰ Πύλον Καλάμας, Κατάκωλον, Πάτρας, Κέρκυραν καὶ Τεργέστην. — [888, 1029, 1186, 1057]
column-1 — [40, 104, 262, 2139]
rate-value: 142.— — [228, 216, 263, 228]
clash-subtitle: ΕΙΣ ΤΑΣ ΠΑΤΡΑΣ — [69, 1062, 233, 1083]
rate-name: Τράπεζα Ἀθηνῶν — [42, 229, 133, 241]
column-3 — [505, 104, 1185, 2139]
companies-heading: ΜΕΤΟΧΑΙ ΕΤΑΙΡΕΙΩΝ — [87, 311, 215, 324]
rate-row — [40, 268, 265, 281]
shipping-subtitle: ΑΝΑΧΩΡΗΣΙΣ ΕΚ ΠΕΙΡΑΙΩΣ — [949, 1016, 1124, 1029]
water-ad-text: Πωλοῦνται μόνον εἰς τοὺς ἰδιοκτήτας ΑΔΕΛΦΟΥΣ ΜΕΝΔΡΙΝΟΥ 2—Ὀφθαλμιατρείου—2 — [896, 1269, 1177, 1311]
price-post: ΔΡΑΧΜΑΣ — [1424, 981, 1525, 1003]
rate-value: 57.50 — [229, 417, 260, 429]
coins-table — [40, 515, 262, 554]
